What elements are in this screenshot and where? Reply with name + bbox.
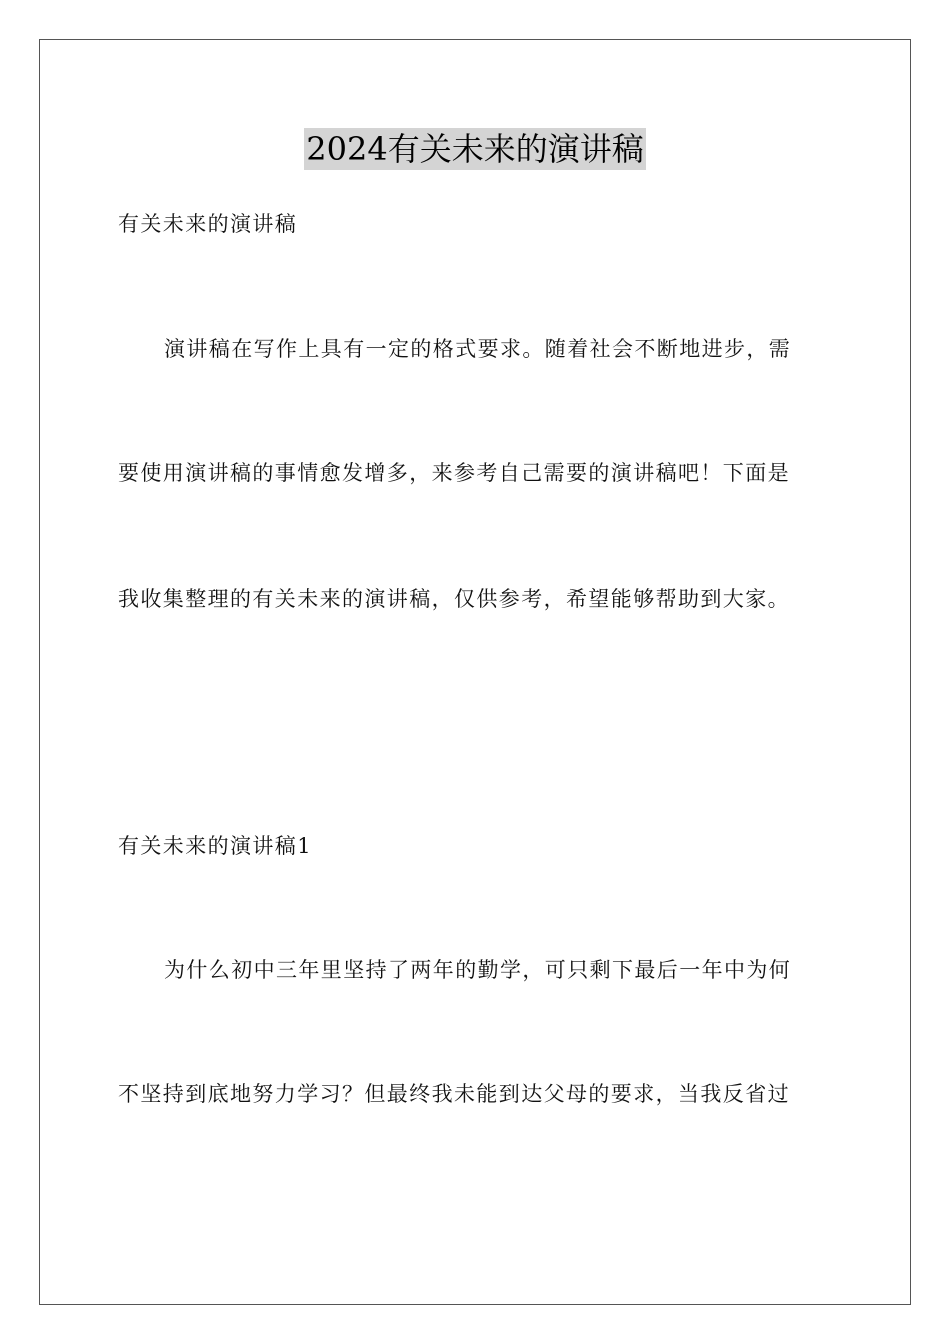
intro-paragraph-line-2: 要使用演讲稿的事情愈发增多，来参考自己需要的演讲稿吧！下面是	[118, 461, 790, 485]
document-subtitle: 有关未来的演讲稿	[118, 212, 298, 236]
section-heading: 有关未来的演讲稿1	[118, 834, 312, 858]
intro-paragraph-line-3: 我收集整理的有关未来的演讲稿，仅供参考，希望能够帮助到大家。	[118, 587, 790, 611]
document-title: 2024有关未来的演讲稿	[306, 130, 644, 168]
title-container	[0, 128, 950, 170]
section-paragraph-line-2: 不坚持到底地努力学习？但最终我未能到达父母的要求，当我反省过	[118, 1082, 790, 1106]
section-paragraph-line-1: 为什么初中三年里坚持了两年的勤学，可只剩下最后一年中为何	[164, 958, 792, 982]
intro-paragraph-line-1: 演讲稿在写作上具有一定的格式要求。随着社会不断地进步，需	[164, 337, 792, 361]
